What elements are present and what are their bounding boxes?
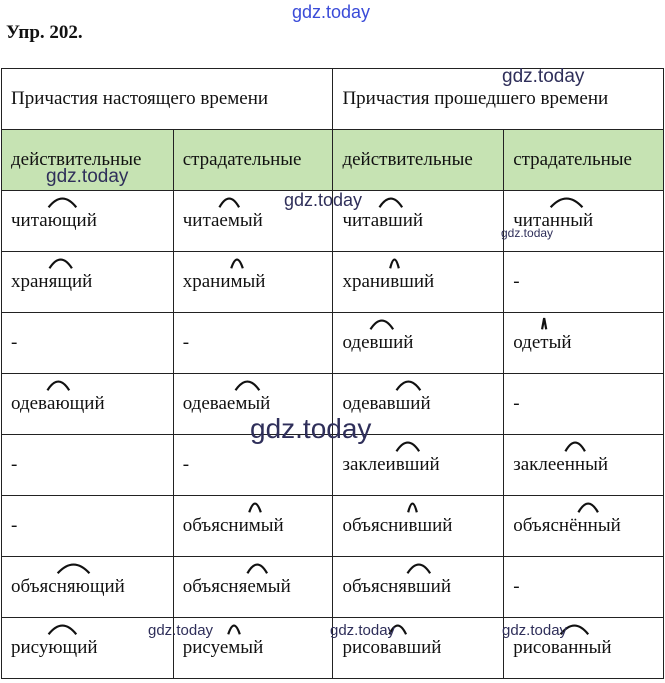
suffix-arc-mark bbox=[390, 255, 399, 269]
suffix-arc-mark bbox=[48, 194, 77, 208]
participle-word: читавш ий bbox=[342, 210, 423, 231]
participle-word: одеваю щий bbox=[11, 393, 105, 414]
participle-word: - bbox=[11, 332, 18, 353]
cell-active-past bbox=[333, 252, 504, 313]
cell-passive-past bbox=[504, 252, 664, 313]
suffix-arc-mark bbox=[408, 499, 417, 513]
subheader-active-past: действительные bbox=[333, 130, 504, 191]
participle-word: объяснявш ий bbox=[342, 576, 451, 597]
participle-word: - bbox=[11, 515, 18, 536]
participle-word: объяснённ ый bbox=[513, 515, 621, 536]
cell-active-present bbox=[2, 313, 174, 374]
cell-active-past bbox=[333, 313, 504, 374]
suffix-arc-mark bbox=[396, 438, 420, 452]
participle-word: хранящ ий bbox=[11, 271, 92, 292]
cell-passive-past bbox=[504, 191, 664, 252]
participle-word: одеваемы й bbox=[183, 393, 271, 414]
participle-word: рисуем ый bbox=[183, 637, 264, 658]
suffix-arc-mark bbox=[407, 560, 431, 574]
table-row bbox=[2, 557, 664, 618]
header-present-tense: Причастия настоящего времени bbox=[2, 69, 333, 130]
cell-passive-past bbox=[504, 557, 664, 618]
header-past-tense: Причастия прошедшего времени bbox=[333, 69, 664, 130]
participle-word: - bbox=[182, 454, 190, 475]
cell-passive-present bbox=[173, 313, 333, 374]
watermark: gdz.today bbox=[502, 622, 568, 639]
participle-word: рисующ ий bbox=[11, 637, 98, 658]
participle-word: - bbox=[513, 271, 520, 292]
watermark: gdz.today bbox=[250, 413, 372, 444]
table-row bbox=[2, 252, 664, 313]
subheader-passive-present: страдательные bbox=[173, 130, 333, 191]
cell-active-present bbox=[2, 191, 174, 252]
cell-active-present bbox=[2, 252, 174, 313]
participle-word: объяснив ший bbox=[342, 515, 452, 536]
cell-passive-past bbox=[504, 496, 664, 557]
cell-active-present bbox=[2, 435, 174, 496]
cell-active-present bbox=[2, 557, 174, 618]
suffix-arc-mark bbox=[578, 499, 598, 513]
participle-word: читающ ий bbox=[11, 210, 97, 231]
cell-passive-present bbox=[173, 557, 333, 618]
suffix-caret-mark bbox=[540, 316, 548, 330]
suffix-arc-mark bbox=[235, 377, 260, 391]
suffix-arc-mark bbox=[231, 255, 243, 269]
suffix-arc-mark bbox=[565, 438, 585, 452]
suffix-arc-mark bbox=[48, 621, 77, 635]
cell-passive-past bbox=[504, 374, 664, 435]
suffix-arc-mark bbox=[249, 499, 261, 513]
participle-word: рисованн ый bbox=[513, 637, 611, 658]
exercise-title: Упр. 202. bbox=[6, 22, 83, 43]
cell-passive-past bbox=[504, 435, 664, 496]
cell-active-past bbox=[333, 496, 504, 557]
participle-word: объясним ый bbox=[183, 515, 284, 536]
participle-word: объясняем ый bbox=[183, 576, 291, 597]
participle-word: заклеивш ий bbox=[342, 454, 439, 475]
participle-word: храним ый bbox=[183, 271, 266, 292]
watermark: gdz.today bbox=[292, 2, 371, 22]
suffix-arc-mark bbox=[396, 377, 421, 391]
suffix-arc-mark bbox=[47, 377, 70, 391]
watermark: gdz.today bbox=[284, 190, 363, 210]
suffix-arc-mark bbox=[550, 194, 583, 208]
watermark: gdz.today bbox=[502, 66, 585, 87]
subheader-passive-past: страдательные bbox=[504, 130, 664, 191]
watermark: gdz.today bbox=[148, 622, 214, 639]
suffix-arc-mark bbox=[57, 560, 90, 574]
cell-passive-present bbox=[173, 252, 333, 313]
participle-word: - bbox=[513, 576, 520, 597]
participle-word: заклеенн ый bbox=[513, 454, 608, 475]
suffix-arc-mark bbox=[370, 316, 394, 330]
suffix-arc-mark bbox=[219, 194, 239, 208]
participles-table bbox=[1, 68, 664, 679]
cell-active-present bbox=[2, 374, 174, 435]
watermark: gdz.today bbox=[501, 226, 554, 240]
watermark: gdz.today bbox=[46, 166, 129, 187]
participle-word: читаем ый bbox=[183, 210, 263, 231]
suffix-arc-mark bbox=[49, 255, 72, 269]
participle-word: читанны й bbox=[513, 210, 593, 231]
cell-passive-present bbox=[173, 496, 333, 557]
participle-word: объясняю щий bbox=[11, 576, 125, 597]
suffix-arc-mark bbox=[247, 560, 267, 574]
participle-word: хранив ший bbox=[342, 271, 434, 292]
cell-passive-past bbox=[504, 313, 664, 374]
participle-word: одевш ий bbox=[342, 332, 413, 353]
suffix-arc-mark bbox=[379, 194, 403, 208]
table-row bbox=[2, 313, 664, 374]
participle-word: рисовав ший bbox=[342, 637, 441, 658]
suffix-arc-mark bbox=[228, 621, 240, 635]
participle-word: одевавши й bbox=[342, 393, 430, 414]
watermark: gdz.today bbox=[330, 622, 396, 639]
participle-word: одет ый bbox=[513, 332, 571, 353]
participle-word: - bbox=[182, 332, 190, 353]
cell-active-past bbox=[333, 557, 504, 618]
subheader-active-present: действительные bbox=[2, 130, 174, 191]
table-row bbox=[2, 496, 664, 557]
cell-active-present bbox=[2, 496, 174, 557]
participle-word: - bbox=[11, 454, 18, 475]
participle-word: - bbox=[513, 393, 520, 414]
